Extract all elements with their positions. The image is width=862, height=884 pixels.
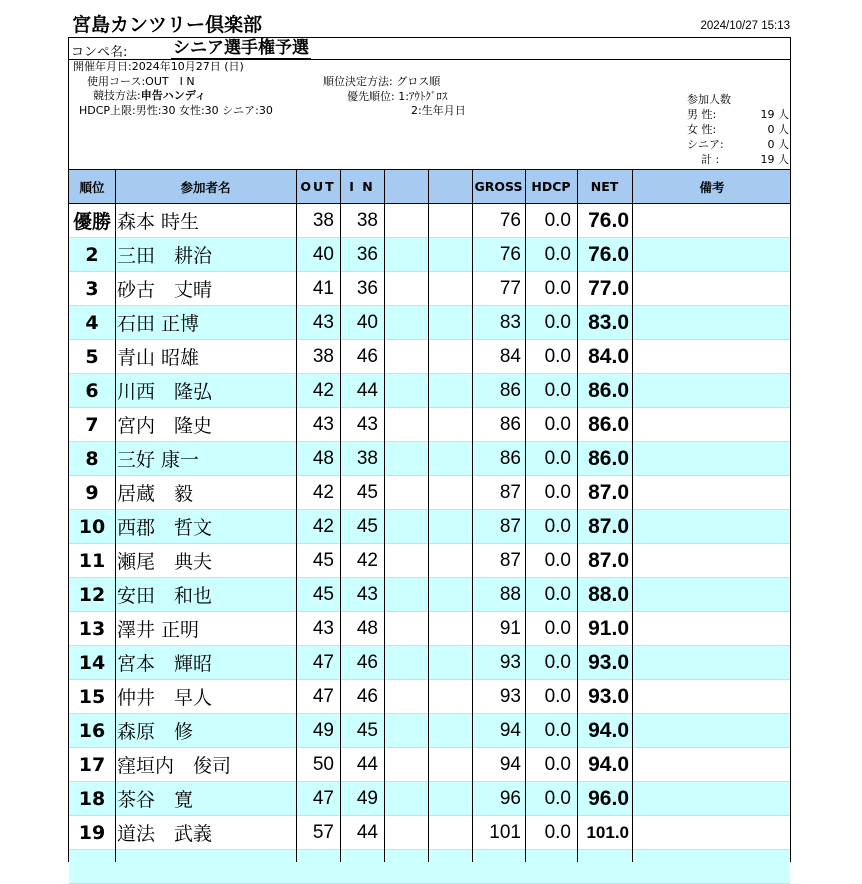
female-count: 0 人: [767, 123, 789, 136]
rank-cell: 12: [78, 583, 106, 606]
name-cell: 三田 耕治: [117, 245, 213, 267]
table-row: [69, 612, 790, 646]
empty-cell: [632, 340, 792, 373]
grid-line: [115, 169, 116, 862]
female-label: 女 性:: [687, 123, 717, 136]
rank-cell: 13: [78, 617, 106, 640]
empty-cell: [384, 476, 428, 509]
in-cell: 36: [356, 277, 378, 299]
name-cell: 川西 隆弘: [117, 381, 213, 403]
net-cell: 94.0: [588, 752, 629, 776]
name-cell: 道法 武義: [117, 823, 213, 845]
empty-cell: [428, 714, 472, 747]
info-middle: [323, 75, 466, 119]
priority-2: 2:生年月日: [411, 104, 466, 117]
priority-1: 1:ｱｳﾄｸﾞﾛｽ: [398, 89, 448, 103]
net-cell: 76.0: [588, 242, 629, 266]
grid-line: [428, 169, 429, 862]
out-cell: 43: [312, 617, 334, 639]
out-cell: 42: [312, 481, 334, 503]
grid-line: [472, 169, 473, 862]
club-name: 宮島カンツリー倶楽部: [72, 14, 263, 36]
out-cell: 50: [312, 753, 334, 775]
table-row: [69, 748, 790, 782]
out-cell: 47: [312, 787, 334, 809]
col-name: 参加者名: [180, 179, 231, 195]
hdcp-cell: 0.0: [544, 413, 571, 435]
hdcp-cell: 0.0: [544, 277, 571, 299]
rank-cell: 10: [78, 515, 106, 538]
hdcp-cell: 0.0: [544, 345, 571, 367]
out-cell: 57: [312, 821, 334, 843]
empty-cell: [428, 748, 472, 781]
empty-cell: [384, 680, 428, 713]
net-cell: 86.0: [588, 446, 629, 470]
gross-cell: 76: [499, 209, 521, 231]
in-cell: 49: [356, 787, 378, 809]
empty-cell: [384, 408, 428, 441]
empty-cell: [632, 782, 792, 815]
ranking-method-value: グロス順: [396, 75, 441, 88]
method-value: 申告ハンディ: [140, 89, 206, 102]
empty-cell: [632, 272, 792, 305]
col-gross: GROSS: [474, 179, 523, 194]
empty-cell: [632, 612, 792, 645]
competition-row: [69, 38, 790, 60]
out-cell: 38: [312, 209, 334, 231]
empty-cell: [428, 340, 472, 373]
empty-cell: [632, 374, 792, 407]
out-cell: 45: [312, 583, 334, 605]
grid-line: [296, 169, 297, 862]
in-cell: 45: [356, 515, 378, 537]
name-cell: 茶谷 寛: [117, 789, 194, 811]
empty-cell: [632, 204, 792, 237]
hdcp-cell: 0.0: [544, 685, 571, 707]
gross-cell: 86: [499, 413, 521, 435]
empty-cell: [428, 204, 472, 237]
rank-cell: 2: [85, 243, 99, 266]
empty-cell: [115, 850, 296, 883]
out-cell: 43: [312, 311, 334, 333]
printed-timestamp: 2024/10/27 15:13: [700, 20, 790, 32]
empty-cell: [384, 544, 428, 577]
table-row: [69, 442, 790, 476]
rank-cell: 優勝: [72, 211, 111, 233]
rank-cell: 8: [85, 447, 99, 470]
empty-cell: [384, 714, 428, 747]
hdcp-cell: 0.0: [544, 243, 571, 265]
net-cell: 88.0: [588, 582, 629, 606]
col-out: OUT: [300, 179, 336, 194]
in-cell: 46: [356, 651, 378, 673]
hdcp-limit-value: 男性:30 女性:30 シニア:30: [135, 103, 273, 117]
empty-cell: [384, 816, 428, 849]
gross-cell: 86: [499, 447, 521, 469]
empty-cell: [428, 238, 472, 271]
in-cell: 40: [356, 311, 378, 333]
hdcp-cell: 0.0: [544, 515, 571, 537]
empty-cell: [428, 782, 472, 815]
gross-cell: 76: [499, 243, 521, 265]
table-row: [69, 510, 790, 544]
name-cell: 宮内 隆史: [117, 415, 213, 437]
name-cell: 宮本 輝昭: [117, 653, 213, 675]
in-cell: 38: [356, 209, 378, 231]
in-cell: 45: [356, 719, 378, 741]
empty-cell: [472, 850, 525, 883]
gross-cell: 93: [499, 685, 521, 707]
total-count: 19 人: [760, 153, 789, 166]
hdcp-cell: 0.0: [544, 379, 571, 401]
hdcp-cell: 0.0: [544, 651, 571, 673]
counts-title: 参加人数: [687, 93, 731, 106]
empty-cell: [428, 374, 472, 407]
hdcp-cell: 0.0: [544, 311, 571, 333]
male-label: 男 性:: [687, 108, 717, 121]
empty-cell: [340, 850, 384, 883]
grid-line: [632, 169, 633, 862]
in-cell: 42: [356, 549, 378, 571]
hdcp-cell: 0.0: [544, 821, 571, 843]
out-cell: 38: [312, 345, 334, 367]
gross-cell: 96: [499, 787, 521, 809]
name-cell: 仲井 早人: [117, 687, 213, 709]
rank-cell: 14: [78, 651, 106, 674]
net-cell: 87.0: [588, 514, 629, 538]
empty-cell: [632, 476, 792, 509]
empty-cell: [384, 850, 428, 883]
empty-cell: [384, 238, 428, 271]
empty-cell: [428, 578, 472, 611]
empty-cell: [296, 850, 340, 883]
net-cell: 84.0: [588, 344, 629, 368]
col-blank-1: [384, 170, 428, 203]
out-cell: 40: [312, 243, 334, 265]
net-cell: 83.0: [588, 310, 629, 334]
empty-cell: [428, 544, 472, 577]
col-hdcp: HDCP: [531, 179, 571, 194]
col-net: NET: [590, 179, 619, 194]
out-cell: 48: [312, 447, 334, 469]
name-cell: 三好 康一: [117, 449, 200, 471]
empty-cell: [632, 850, 792, 883]
ranking-method-label: 順位決定方法:: [323, 75, 393, 88]
table-row: [69, 238, 790, 272]
gross-cell: 86: [499, 379, 521, 401]
gross-cell: 77: [499, 277, 521, 299]
in-cell: 44: [356, 379, 378, 401]
method-label: 競技方法:: [93, 89, 141, 102]
rank-cell: 7: [85, 413, 99, 436]
table-row: [69, 204, 790, 238]
name-cell: 石田 正博: [117, 313, 200, 335]
table-row: [69, 850, 790, 884]
in-cell: 48: [356, 617, 378, 639]
rank-cell: 16: [78, 719, 106, 742]
results-sheet: [68, 37, 791, 862]
table-row: [69, 340, 790, 374]
empty-cell: [428, 612, 472, 645]
priority-label: 優先順位:: [347, 89, 395, 103]
competition-label: コンペ名:: [71, 45, 128, 60]
competition-name: シニア選手権予選: [173, 38, 309, 58]
rank-cell: 4: [85, 311, 99, 334]
in-cell: 46: [356, 685, 378, 707]
gross-cell: 94: [499, 719, 521, 741]
empty-cell: [632, 408, 792, 441]
participant-counts: [681, 92, 789, 167]
empty-cell: [525, 850, 577, 883]
name-cell: 西郡 哲文: [117, 517, 213, 539]
empty-cell: [632, 646, 792, 679]
hdcp-cell: 0.0: [544, 753, 571, 775]
in-cell: 43: [356, 583, 378, 605]
table-row: [69, 578, 790, 612]
hdcp-cell: 0.0: [544, 583, 571, 605]
out-cell: 43: [312, 413, 334, 435]
hdcp-cell: 0.0: [544, 719, 571, 741]
date-label: 開催年月日:: [73, 60, 132, 73]
net-cell: 87.0: [588, 480, 629, 504]
grid-line: [340, 169, 341, 862]
net-cell: 96.0: [588, 786, 629, 810]
in-cell: 45: [356, 481, 378, 503]
empty-cell: [428, 306, 472, 339]
col-remarks: 備考: [699, 179, 725, 195]
out-cell: 49: [312, 719, 334, 741]
course-value: OUT I N: [145, 74, 195, 88]
table-row: [69, 782, 790, 816]
table-header: [69, 169, 790, 204]
empty-cell: [384, 510, 428, 543]
empty-cell: [428, 476, 472, 509]
gross-cell: 87: [499, 481, 521, 503]
empty-cell: [384, 646, 428, 679]
table-row: [69, 306, 790, 340]
info-left: [73, 60, 273, 118]
course-label: 使用コース:: [87, 74, 146, 88]
name-cell: 森本 時生: [117, 211, 200, 233]
empty-cell: [632, 442, 792, 475]
in-cell: 43: [356, 413, 378, 435]
empty-cell: [632, 714, 792, 747]
name-cell: 安田 和也: [117, 585, 213, 607]
empty-cell: [384, 374, 428, 407]
hdcp-cell: 0.0: [544, 549, 571, 571]
table-row: [69, 374, 790, 408]
empty-cell: [384, 782, 428, 815]
empty-cell: [384, 612, 428, 645]
net-cell: 77.0: [588, 276, 629, 300]
empty-cell: [428, 442, 472, 475]
gross-cell: 83: [499, 311, 521, 333]
table-row: [69, 714, 790, 748]
rank-cell: 3: [85, 277, 99, 300]
gross-cell: 87: [499, 515, 521, 537]
empty-cell: [632, 544, 792, 577]
hdcp-limit-label: HDCP上限:: [79, 103, 136, 117]
net-cell: 101.0: [586, 822, 629, 842]
empty-cell: [428, 816, 472, 849]
out-cell: 41: [312, 277, 334, 299]
gross-cell: 88: [499, 583, 521, 605]
gross-cell: 91: [499, 617, 521, 639]
table-row: [69, 680, 790, 714]
empty-cell: [632, 816, 792, 849]
grid-line: [525, 169, 526, 862]
rank-cell: 18: [78, 787, 106, 810]
empty-cell: [384, 442, 428, 475]
name-cell: 砂古 丈晴: [117, 279, 213, 301]
net-cell: 91.0: [588, 616, 629, 640]
hdcp-cell: 0.0: [544, 617, 571, 639]
total-label: 計 :: [701, 153, 720, 166]
name-cell: 森原 修: [117, 721, 194, 743]
grid-line: [384, 169, 385, 862]
out-cell: 45: [312, 549, 334, 571]
table-row: [69, 272, 790, 306]
empty-cell: [632, 238, 792, 271]
empty-cell: [384, 306, 428, 339]
out-cell: 47: [312, 685, 334, 707]
empty-cell: [384, 748, 428, 781]
empty-cell: [384, 578, 428, 611]
empty-cell: [428, 510, 472, 543]
in-cell: 46: [356, 345, 378, 367]
net-cell: 93.0: [588, 650, 629, 674]
empty-cell: [69, 850, 115, 883]
in-cell: 44: [356, 821, 378, 843]
in-cell: 44: [356, 753, 378, 775]
name-cell: 窪垣内 俊司: [117, 755, 232, 777]
net-cell: 86.0: [588, 412, 629, 436]
empty-cell: [632, 510, 792, 543]
name-cell: 瀬尾 典夫: [117, 551, 213, 573]
name-cell: 澤井 正明: [117, 619, 200, 641]
rank-cell: 11: [78, 549, 106, 572]
net-cell: 93.0: [588, 684, 629, 708]
in-cell: 36: [356, 243, 378, 265]
table-row: [69, 476, 790, 510]
table-row: [69, 646, 790, 680]
net-cell: 76.0: [588, 208, 629, 232]
table-row: [69, 408, 790, 442]
rank-cell: 17: [78, 753, 106, 776]
empty-cell: [632, 306, 792, 339]
grid-line: [577, 169, 578, 862]
date-value: 2024年10月27日 (日): [131, 60, 244, 73]
empty-cell: [384, 272, 428, 305]
net-cell: 86.0: [588, 378, 629, 402]
gross-cell: 101: [489, 821, 521, 843]
empty-cell: [632, 578, 792, 611]
name-cell: 居蔵 毅: [117, 483, 194, 505]
gross-cell: 93: [499, 651, 521, 673]
hdcp-cell: 0.0: [544, 787, 571, 809]
out-cell: 42: [312, 515, 334, 537]
table-row: [69, 544, 790, 578]
out-cell: 42: [312, 379, 334, 401]
gross-cell: 84: [499, 345, 521, 367]
empty-cell: [428, 408, 472, 441]
empty-cell: [384, 340, 428, 373]
empty-cell: [632, 680, 792, 713]
hdcp-cell: 0.0: [544, 447, 571, 469]
rank-cell: 6: [85, 379, 99, 402]
rank-cell: 19: [78, 821, 106, 844]
in-cell: 38: [356, 447, 378, 469]
col-in: I N: [349, 179, 375, 194]
rank-cell: 9: [85, 481, 99, 504]
empty-cell: [428, 850, 472, 883]
empty-cell: [632, 748, 792, 781]
empty-cell: [577, 850, 632, 883]
male-count: 19 人: [760, 108, 789, 121]
empty-cell: [428, 680, 472, 713]
gross-cell: 87: [499, 549, 521, 571]
gross-cell: 94: [499, 753, 521, 775]
hdcp-cell: 0.0: [544, 481, 571, 503]
empty-cell: [384, 204, 428, 237]
table-row: [69, 816, 790, 850]
rank-cell: 5: [85, 345, 99, 368]
empty-cell: [428, 272, 472, 305]
net-cell: 87.0: [588, 548, 629, 572]
empty-cell: [428, 646, 472, 679]
col-blank-2: [428, 170, 472, 203]
senior-count: 0 人: [767, 138, 789, 151]
name-cell: 青山 昭雄: [117, 347, 200, 369]
net-cell: 94.0: [588, 718, 629, 742]
col-rank: 順位: [79, 179, 105, 195]
out-cell: 47: [312, 651, 334, 673]
hdcp-cell: 0.0: [544, 209, 571, 231]
rank-cell: 15: [78, 685, 106, 708]
senior-label: シニア:: [687, 138, 724, 151]
